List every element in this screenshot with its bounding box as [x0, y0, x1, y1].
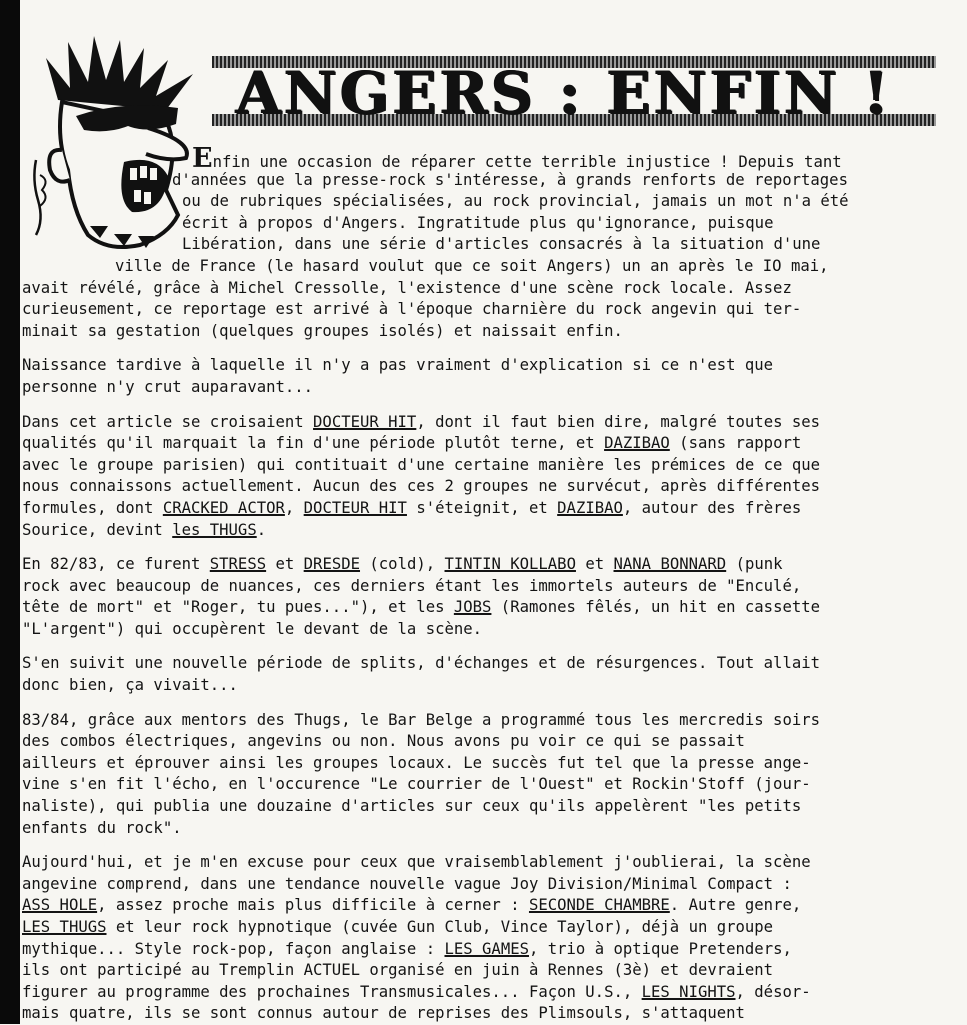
text-line: Sourice, devint les THUGS. [22, 520, 267, 539]
text-line: donc bien, ça vivait... [22, 676, 238, 695]
text-line: tête de mort" et "Roger, tu pues..."), et les JOBS (Ramones fêlés, un hit en cassette [22, 598, 821, 617]
text-line: personne n'y crut auparavant... [22, 377, 314, 396]
text-line: avec le groupe parisien) qui contituait d'une certaine manière les prémices de ce que [22, 455, 820, 474]
text-line: écrit à propos d'Angers. Ingratitude plus qu'ignorance, puisque [182, 213, 774, 232]
text-line: d'années que la presse-rock s'intéresse, à grands renforts de reportages [172, 170, 848, 189]
text-line: ou de rubriques spécialisées, au rock provincial, jamais un mot n'a été [182, 192, 849, 211]
headline-banner [212, 52, 936, 130]
paragraph-gap [22, 342, 962, 355]
band-name: DAZIBAO [604, 434, 670, 453]
band-name: SECONDE CHAMBRE [528, 896, 670, 915]
text-line: Dans cet article se croisaient DOCTEUR HIT, dont il faut bien dire, malgré toutes ses [22, 412, 821, 431]
text-line: Naissance tardive à laquelle il n'y a pas vraiment d'explication si ce n'est que [22, 356, 774, 375]
band-name: DRESDE [303, 555, 361, 574]
text-line: LES THUGS et leur rock hypnotique (cuvée Gun Club, Vince Taylor), déjà un groupe [22, 918, 774, 936]
paragraph-gap [22, 839, 962, 852]
text-line: vine s'en fit l'écho, en l'occurence "Le courrier de l'Ouest" et Rockin'Stoff (jour- [22, 775, 811, 794]
page-title: ANGERS : ENFIN ! [236, 59, 892, 127]
text-line: ville de France (le hasard voulut que ce soit Angers) un an après le IO mai, [115, 256, 829, 275]
text-line: nous connaissons actuellement. Aucun des ces 2 groupes ne survécut, après différentes [22, 477, 820, 496]
text-line: curieusement, ce reportage est arrivé à l'époque charnière du rock angevin qui ter- [22, 300, 802, 319]
paragraph-gap [22, 541, 962, 554]
article-body [22, 143, 962, 1025]
band-name: TINTIN KOLLABO [444, 555, 576, 574]
band-name: LES GAMES [444, 939, 529, 958]
text-line: ASS HOLE, assez proche mais plus difficile à cerner : SECONDE CHAMBRE. Autre genre, [22, 896, 802, 915]
text-line: ailleurs et éprouver ainsi les groupes locaux. Le succès fut tel que la presse ange- [22, 753, 811, 772]
left-margin-bar [0, 0, 20, 1024]
band-name: JOBS [453, 598, 492, 617]
band-name: LES THUGS [22, 918, 107, 936]
text-line: Libération, dans une série d'articles consacrés à la situation d'une [182, 235, 821, 254]
text-line: avait révélé, grâce à Michel Cressolle, l'existence d'une scène rock locale. Assez [22, 278, 792, 297]
text-line: mais quatre, ils se sont connus autour de reprises des Plimsouls, s'attaquent [22, 1004, 745, 1023]
text-line: enfants du rock". [22, 818, 182, 837]
text-line: des combos électriques, angevins ou non. Nous avons pu voir ce qui se passait [22, 732, 745, 751]
band-name: les THUGS [172, 520, 257, 539]
drop-cap: E [192, 143, 213, 174]
band-name: NANA BONNARD [613, 555, 727, 574]
paragraph-gap [22, 640, 962, 653]
band-name: DAZIBAO [557, 498, 623, 517]
text-line: mythique... Style rock-pop, façon anglaise : LES GAMES, trio à optique Pretenders, [22, 939, 792, 958]
band-name: DOCTEUR HIT [303, 498, 407, 517]
text-line: En 82/83, ce furent STRESS et DRESDE (cold), TINTIN KOLLABO et NANA BONNARD (punk [22, 555, 783, 574]
text-line: ils ont participé au Tremplin ACTUEL organisé en juin à Rennes (3è) et devraient [22, 961, 774, 980]
text-line: Enfin une occasion de réparer cette terrible injustice ! Depuis tant [192, 143, 842, 174]
band-name: ASS HOLE [22, 896, 98, 915]
band-name: STRESS [209, 555, 267, 574]
paragraph-gap [22, 399, 962, 412]
band-name: LES NIGHTS [641, 982, 736, 1001]
text-line: qualités qu'il marquait la fin d'une période plutôt terne, et DAZIBAO (sans rapport [22, 434, 802, 453]
text-line: naliste), qui publia une douzaine d'articles sur ceux qu'ils appelèrent "les petits [22, 797, 802, 816]
text-line: "L'argent") qui occupèrent le devant de la scène. [22, 619, 483, 638]
band-name: CRACKED ACTOR [162, 498, 285, 517]
text-line: S'en suivit une nouvelle période de splits, d'échanges et de résurgences. Tout allait [22, 654, 820, 673]
text-line: angevine comprend, dans une tendance nouvelle vague Joy Division/Minimal Compact : [22, 874, 792, 893]
text-line: minait sa gestation (quelques groupes isolés) et naissait enfin. [22, 321, 623, 340]
text-line: rock avec beaucoup de nuances, ces derniers étant les immortels auteurs de "Enculé, [22, 576, 802, 595]
text-line: formules, dont CRACKED ACTOR, DOCTEUR HIT s'éteignit, et DAZIBAO, autour des frères [22, 498, 802, 517]
text-line: Aujourd'hui, et je m'en excuse pour ceux que vraisemblablement j'oublierai, la scène [22, 853, 811, 872]
band-name: DOCTEUR HIT [313, 412, 417, 431]
text-line: figurer au programme des prochaines Transmusicales... Façon U.S., LES NIGHTS, désor- [22, 982, 811, 1001]
paragraph-gap [22, 697, 962, 710]
text-line: 83/84, grâce aux mentors des Thugs, le Bar Belge a programmé tous les mercredis soirs [22, 710, 820, 729]
